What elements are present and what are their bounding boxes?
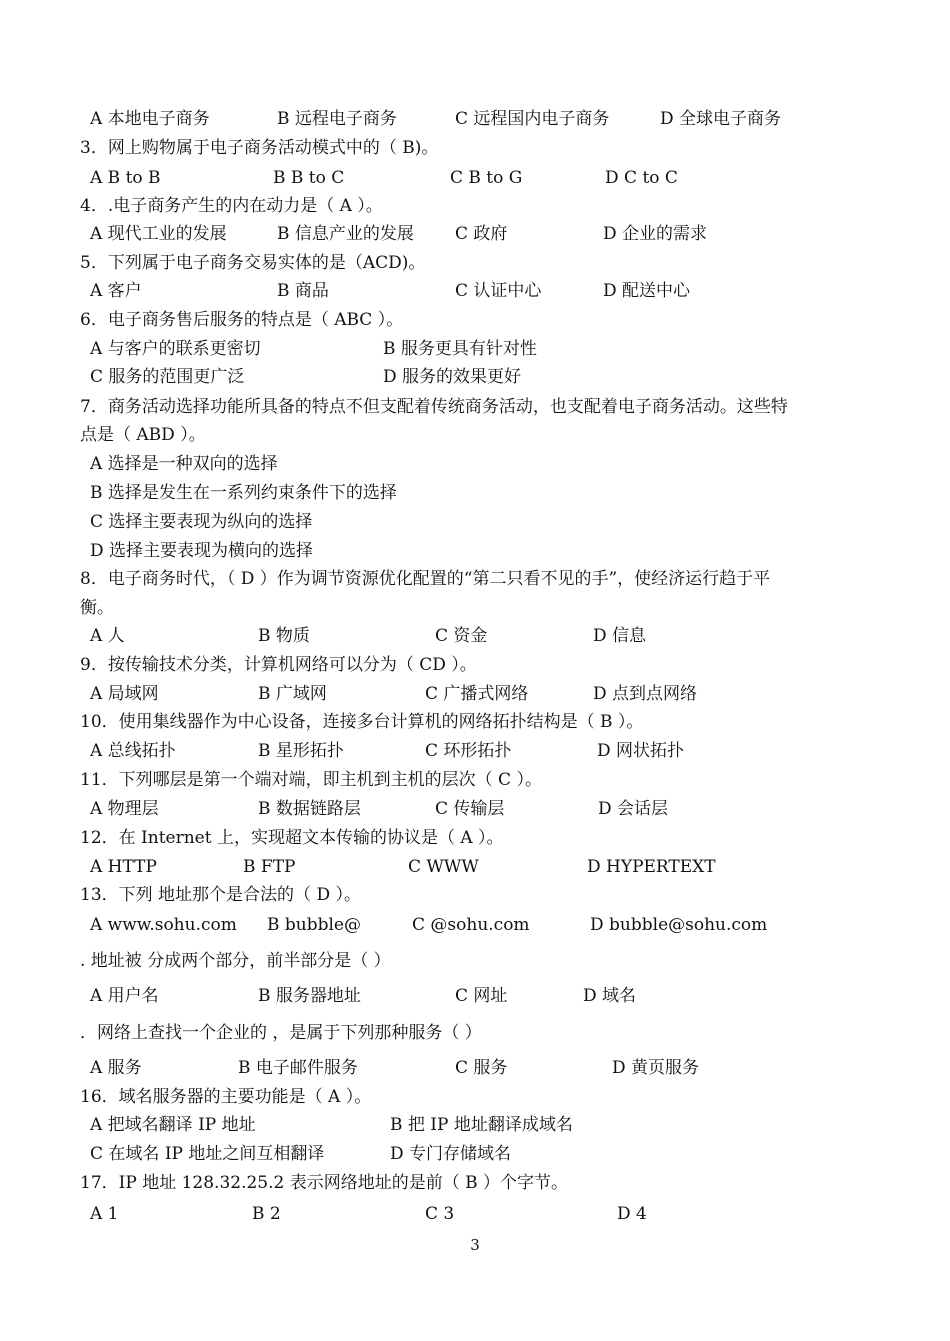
answer-option: A 现代工业的发展 xyxy=(90,224,227,244)
answer-option: D 企业的需求 xyxy=(603,224,708,244)
answer-option: B 商品 xyxy=(277,281,329,301)
answer-option: A 客户 xyxy=(90,281,142,301)
answer-option: C WWW xyxy=(408,857,479,877)
answer-option: C 环形拓扑 xyxy=(425,741,512,761)
question-text: 8．电子商务时代，（ D ）作为调节资源优化配置的“第二只看不见的手”，使经济运行趋于平 xyxy=(80,569,771,589)
answer-option: A 本地电子商务 xyxy=(90,109,210,129)
question-text: 10．使用集线器作为中心设备，连接多台计算机的网络拓扑结构是（ B ）。 xyxy=(80,712,644,732)
answer-option: D 信息 xyxy=(593,626,647,646)
answer-option: D 黄页服务 xyxy=(612,1058,700,1078)
answer-option: B 电子邮件服务 xyxy=(238,1058,358,1078)
question-text: 13．下列 地址那个是合法的（ D ）。 xyxy=(80,885,361,905)
answer-option: B 服务器地址 xyxy=(258,986,361,1006)
answer-option: C 选择主要表现为纵向的选择 xyxy=(90,512,313,532)
answer-option: C 认证中心 xyxy=(455,281,542,301)
answer-option: D HYPERTEXT xyxy=(587,857,716,877)
answer-option: C B to G xyxy=(450,168,523,188)
answer-option: C 远程国内电子商务 xyxy=(455,109,610,129)
question-text: 16．域名服务器的主要功能是（ A ）。 xyxy=(80,1087,372,1107)
answer-option: C 传输层 xyxy=(435,799,505,819)
answer-option: B 远程电子商务 xyxy=(277,109,397,129)
question-text: 11．下列哪层是第一个端对端，即主机到主机的层次（ C ）。 xyxy=(80,770,542,790)
answer-option: B 把 IP 地址翻译成域名 xyxy=(390,1115,573,1135)
answer-option: A 把域名翻译 IP 地址 xyxy=(90,1115,256,1135)
answer-option: A 人 xyxy=(90,626,125,646)
answer-option: D C to C xyxy=(605,168,678,188)
answer-option: B bubble@ xyxy=(267,915,361,935)
answer-option: C 在域名 IP 地址之间互相翻译 xyxy=(90,1144,325,1164)
answer-option: A 选择是一种双向的选择 xyxy=(90,454,278,474)
question-text: 5．下列属于电子商务交易实体的是（ACD)。 xyxy=(80,253,426,273)
question-text: 7．商务活动选择功能所具备的特点不但支配着传统商务活动，也支配着电子商务活动。这些特 xyxy=(80,397,788,417)
answer-option: A www.sohu.com xyxy=(90,915,237,935)
answer-option: B 星形拓扑 xyxy=(258,741,344,761)
answer-option: C 政府 xyxy=(455,224,508,244)
answer-option: A 1 xyxy=(90,1204,119,1224)
question-text: 衡。 xyxy=(80,598,114,618)
answer-option: A 与客户的联系更密切 xyxy=(90,339,261,359)
answer-option: B 广域网 xyxy=(258,684,327,704)
question-text: 17．IP 地址 128.32.25.2 表示网络地址的是前（ B ）个字节。 xyxy=(80,1173,569,1193)
question-text: 12．在 Internet 上，实现超文本传输的协议是（ A ）。 xyxy=(80,828,504,848)
answer-option: C 3 xyxy=(425,1204,455,1224)
answer-option: C 服务的范围更广泛 xyxy=(90,367,245,387)
question-text: ．网络上查找一个企业的 ，是属于下列那种服务（ ） xyxy=(80,1023,482,1043)
answer-option: D 点到点网络 xyxy=(593,684,698,704)
answer-option: B 选择是发生在一系列约束条件下的选择 xyxy=(90,483,397,503)
page-number: 3 xyxy=(470,1236,480,1254)
answer-option: C @sohu.com xyxy=(412,915,530,935)
answer-option: C 资金 xyxy=(435,626,488,646)
answer-option: C 广播式网络 xyxy=(425,684,529,704)
answer-option: B 信息产业的发展 xyxy=(277,224,414,244)
answer-option: A 用户名 xyxy=(90,986,159,1006)
answer-option: D bubble@sohu.com xyxy=(590,915,768,935)
question-text: 9．按传输技术分类，计算机网络可以分为（ CD ）。 xyxy=(80,655,477,675)
answer-option: B 数据链路层 xyxy=(258,799,361,819)
answer-option: B FTP xyxy=(243,857,296,877)
answer-option: D 4 xyxy=(617,1204,647,1224)
answer-option: A 总线拓扑 xyxy=(90,741,176,761)
answer-option: B B to C xyxy=(273,168,345,188)
answer-option: B 2 xyxy=(252,1204,281,1224)
answer-option: D 网状拓扑 xyxy=(597,741,685,761)
answer-option: B 物质 xyxy=(258,626,310,646)
answer-option: C 服务 xyxy=(455,1058,508,1078)
question-text: 6．电子商务售后服务的特点是（ ABC ）。 xyxy=(80,310,404,330)
answer-option: D 域名 xyxy=(583,986,637,1006)
answer-option: A 局域网 xyxy=(90,684,159,704)
answer-option: D 配送中心 xyxy=(603,281,691,301)
answer-option: D 服务的效果更好 xyxy=(383,367,522,387)
answer-option: D 全球电子商务 xyxy=(660,109,782,129)
answer-option: D 专门存储域名 xyxy=(390,1144,512,1164)
question-text: 4．.电子商务产生的内在动力是（ A ）。 xyxy=(80,196,383,216)
question-text: . 地址被 分成两个部分，前半部分是（ ） xyxy=(80,951,391,971)
answer-option: B 服务更具有针对性 xyxy=(383,339,537,359)
answer-option: A 服务 xyxy=(90,1058,142,1078)
question-text: 3．网上购物属于电子商务活动模式中的（ B)。 xyxy=(80,138,439,158)
answer-option: D 选择主要表现为横向的选择 xyxy=(90,541,314,561)
answer-option: A B to B xyxy=(90,168,161,188)
question-text: 点是（ ABD ）。 xyxy=(80,425,206,445)
answer-option: C 网址 xyxy=(455,986,508,1006)
answer-option: A HTTP xyxy=(90,857,157,877)
answer-option: A 物理层 xyxy=(90,799,159,819)
answer-option: D 会话层 xyxy=(598,799,669,819)
